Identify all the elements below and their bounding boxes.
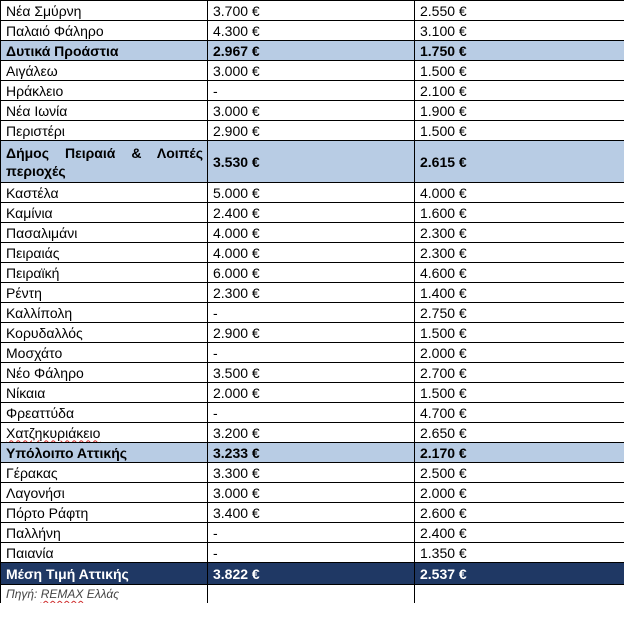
price-cell: 3.000 € xyxy=(208,483,415,503)
price-cell: 2.300 € xyxy=(415,243,624,263)
area-cell: Κορυδαλλός xyxy=(1,323,208,343)
table-row xyxy=(1,61,624,81)
price-cell: 4.000 € xyxy=(208,243,415,263)
price-cell: 4.600 € xyxy=(415,263,624,283)
price-cell: 4.700 € xyxy=(415,403,624,423)
price-cell: 1.500 € xyxy=(415,323,624,343)
area-cell: Λαγονήσι xyxy=(1,483,208,503)
section-price-cell: 3.530 € xyxy=(208,141,415,183)
price-cell: 1.350 € xyxy=(415,543,624,563)
price-cell: - xyxy=(208,303,415,323)
price-cell: 2.000 € xyxy=(415,483,624,503)
area-cell: Νίκαια xyxy=(1,383,208,403)
area-cell: Νέα Ιωνία xyxy=(1,101,208,121)
table-row xyxy=(1,343,624,363)
price-cell: 3.000 € xyxy=(208,61,415,81)
table-row xyxy=(1,21,624,41)
table-row xyxy=(1,323,624,343)
price-cell: 2.400 € xyxy=(415,523,624,543)
section-price-cell: 2.967 € xyxy=(208,41,415,61)
area-cell: Πασαλιμάνι xyxy=(1,223,208,243)
price-cell: 4.000 € xyxy=(415,183,624,203)
area-cell xyxy=(1,423,208,443)
price-cell: 1.500 € xyxy=(415,61,624,81)
price-cell: 3.300 € xyxy=(208,463,415,483)
price-cell: 3.000 € xyxy=(208,101,415,121)
table-row xyxy=(1,81,624,101)
price-cell: 2.400 € xyxy=(208,203,415,223)
price-cell: 2.700 € xyxy=(415,363,624,383)
section-row xyxy=(1,41,624,61)
source-note xyxy=(1,585,208,604)
total-price-cell: 3.822 € xyxy=(208,563,415,585)
price-cell: 2.750 € xyxy=(415,303,624,323)
price-cell: 1.400 € xyxy=(415,283,624,303)
area-cell: Καμίνια xyxy=(1,203,208,223)
section-price-cell: 2.170 € xyxy=(415,443,624,463)
price-cell: 2.900 € xyxy=(208,121,415,141)
price-cell: - xyxy=(208,343,415,363)
area-cell: Παλλήνη xyxy=(1,523,208,543)
price-cell: 2.300 € xyxy=(415,223,624,243)
table-row xyxy=(1,223,624,243)
section-price-cell: 2.615 € xyxy=(415,141,624,183)
price-cell: 2.550 € xyxy=(415,1,624,21)
section-row xyxy=(1,443,624,463)
section-price-cell: 3.233 € xyxy=(208,443,415,463)
price-cell: 2.900 € xyxy=(208,323,415,343)
price-cell: - xyxy=(208,543,415,563)
price-cell: 2.600 € xyxy=(415,503,624,523)
section-area-cell: Υπόλοιπο Αττικής xyxy=(1,443,208,463)
table-row xyxy=(1,363,624,383)
area-cell: Ηράκλειο xyxy=(1,81,208,101)
table-row xyxy=(1,503,624,523)
price-cell: 2.650 € xyxy=(415,423,624,443)
empty-cell xyxy=(208,585,415,604)
price-cell: 2.500 € xyxy=(415,463,624,483)
price-cell: 6.000 € xyxy=(208,263,415,283)
table-row xyxy=(1,243,624,263)
price-cell: 4.300 € xyxy=(208,21,415,41)
price-cell: - xyxy=(208,523,415,543)
source-row xyxy=(1,585,624,604)
area-cell: Αιγάλεω xyxy=(1,61,208,81)
section-row xyxy=(1,141,624,183)
area-cell: Νέο Φάληρο xyxy=(1,363,208,383)
price-cell: 5.000 € xyxy=(208,183,415,203)
table-row xyxy=(1,463,624,483)
table-row xyxy=(1,121,624,141)
area-cell: Φρεαττύδα xyxy=(1,403,208,423)
table-row xyxy=(1,101,624,121)
source-brand: REMAX xyxy=(40,587,84,601)
area-cell: Ρέντη xyxy=(1,283,208,303)
table-row xyxy=(1,283,624,303)
price-cell: 1.500 € xyxy=(415,383,624,403)
table-row xyxy=(1,483,624,503)
area-spellcheck-text: Χατζηκυριάκειο xyxy=(6,424,101,441)
price-cell: 2.000 € xyxy=(208,383,415,403)
price-cell: - xyxy=(208,403,415,423)
price-cell: 3.400 € xyxy=(208,503,415,523)
price-cell: 3.500 € xyxy=(208,363,415,383)
price-cell: 1.500 € xyxy=(415,121,624,141)
price-cell: - xyxy=(208,81,415,101)
table-row xyxy=(1,303,624,323)
area-cell: Καστέλα xyxy=(1,183,208,203)
total-price-cell: 2.537 € xyxy=(415,563,624,585)
source-suffix: Ελλάς xyxy=(83,587,120,601)
source-prefix: Πηγή: xyxy=(6,587,41,601)
empty-cell xyxy=(415,585,624,604)
section-area-cell: Δήμος Πειραιά & Λοιπές περιοχές xyxy=(1,141,208,183)
table-row xyxy=(1,1,624,21)
section-price-cell: 1.750 € xyxy=(415,41,624,61)
table-row xyxy=(1,423,624,443)
price-cell: 2.000 € xyxy=(415,343,624,363)
area-cell: Πειραϊκή xyxy=(1,263,208,283)
price-cell: 4.000 € xyxy=(208,223,415,243)
price-cell: 3.100 € xyxy=(415,21,624,41)
area-cell: Πειραιάς xyxy=(1,243,208,263)
area-cell: Παιανία xyxy=(1,543,208,563)
table-row xyxy=(1,263,624,283)
table-row xyxy=(1,203,624,223)
area-cell: Νέα Σμύρνη xyxy=(1,1,208,21)
section-area-cell: Δυτικά Προάστια xyxy=(1,41,208,61)
table-row xyxy=(1,183,624,203)
total-row xyxy=(1,563,624,585)
area-cell: Περιστέρι xyxy=(1,121,208,141)
total-area-cell: Μέση Τιμή Αττικής xyxy=(1,563,208,585)
area-cell: Γέρακας xyxy=(1,463,208,483)
price-cell: 2.300 € xyxy=(208,283,415,303)
price-cell: 1.900 € xyxy=(415,101,624,121)
table-row xyxy=(1,403,624,423)
price-cell: 1.600 € xyxy=(415,203,624,223)
area-cell: Παλαιό Φάληρο xyxy=(1,21,208,41)
table-row xyxy=(1,523,624,543)
table-row xyxy=(1,543,624,563)
price-cell: 2.100 € xyxy=(415,81,624,101)
area-cell: Πόρτο Ράφτη xyxy=(1,503,208,523)
table-row xyxy=(1,383,624,403)
area-cell: Καλλίπολη xyxy=(1,303,208,323)
price-cell: 3.700 € xyxy=(208,1,415,21)
area-cell: Μοσχάτο xyxy=(1,343,208,363)
price-cell: 3.200 € xyxy=(208,423,415,443)
